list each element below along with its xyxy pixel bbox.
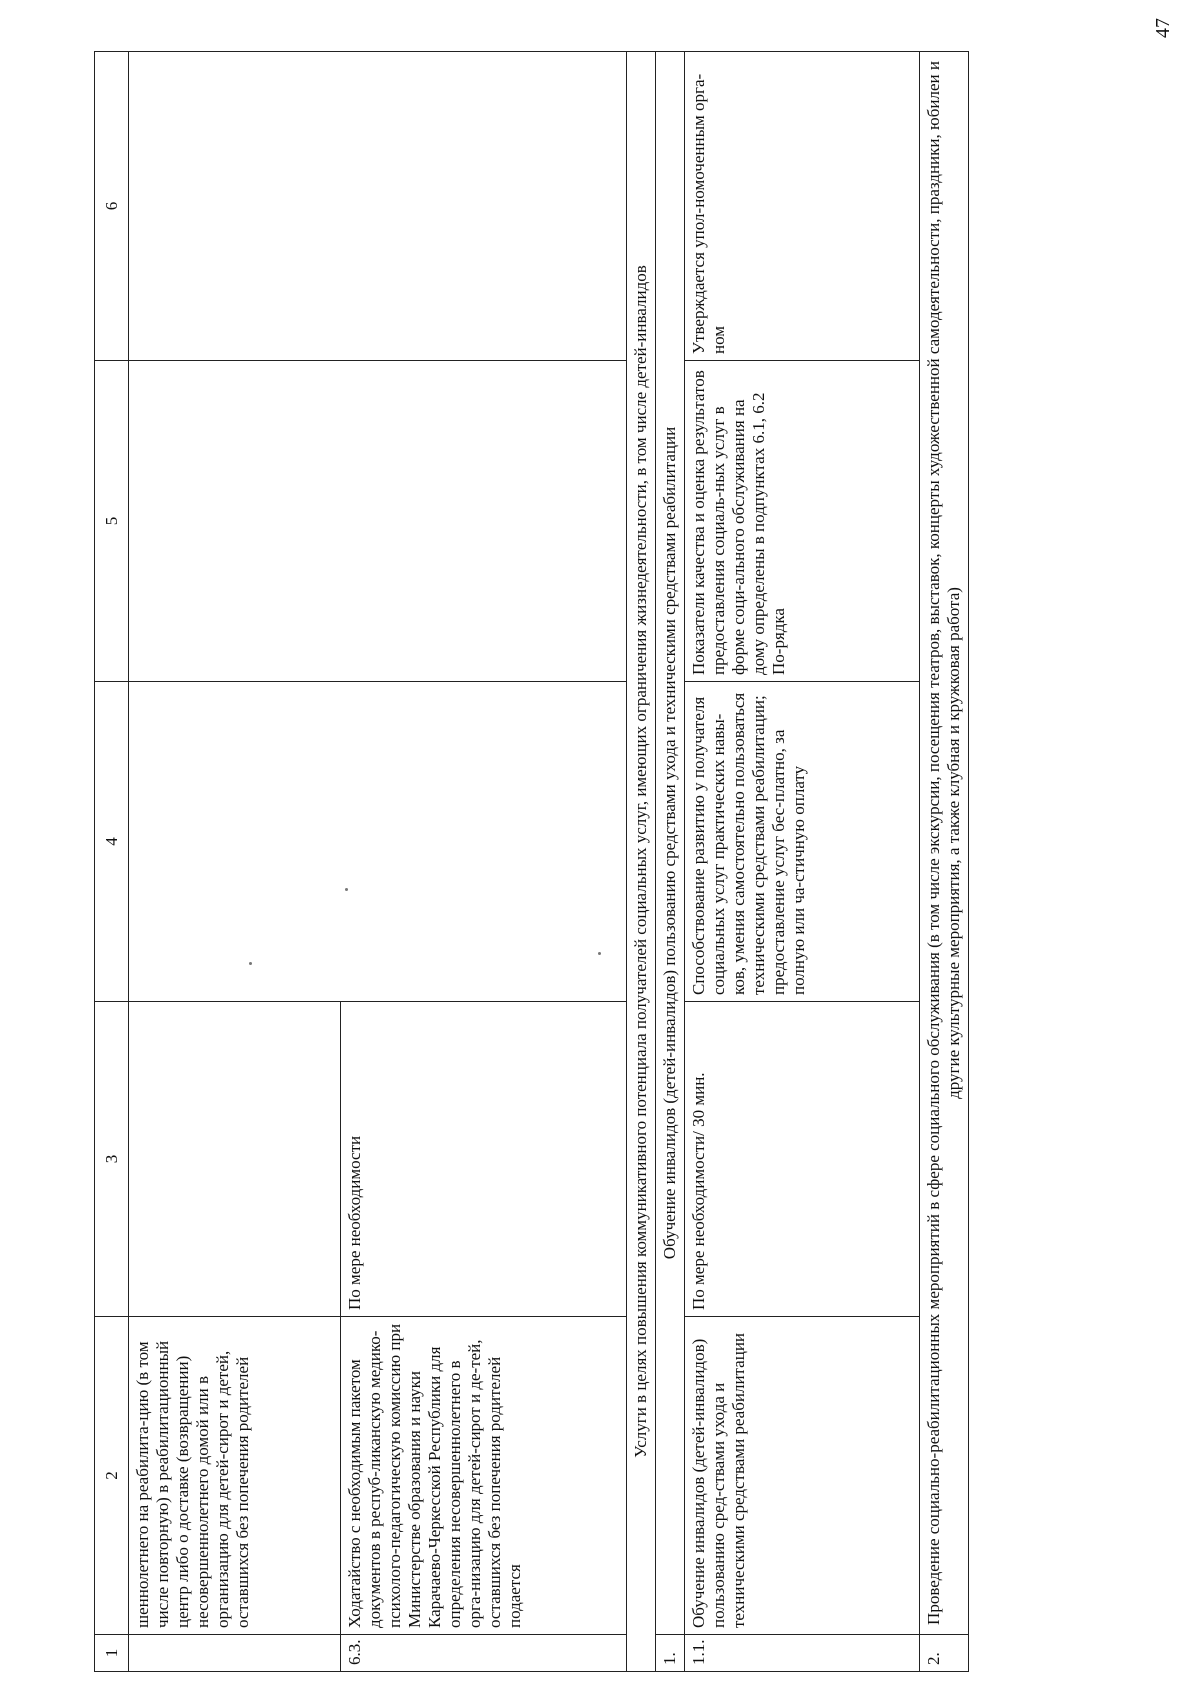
scan-speck	[249, 962, 252, 965]
page-number: 47	[1152, 18, 1174, 38]
cell-timing	[129, 1002, 341, 1317]
column-number-3: 3	[95, 1002, 129, 1317]
cell-quality-empty	[129, 361, 627, 682]
cell-number: 1.	[656, 1635, 685, 1672]
column-number-1: 1	[95, 1635, 129, 1672]
cell-number: 6.3.	[341, 1635, 627, 1672]
column-number-4: 4	[95, 682, 129, 1002]
cell-description: Способствование развитию у получателя социальных услуг практических навы-ков, умения самостоятельно пользоваться техническими средствами реабилитации; предоставление услуг бес-платно, за полную или ча-стичную оплату	[685, 682, 920, 1002]
group-row-1	[656, 52, 685, 1672]
group-title: Проведение социально-реабилитационных мероприятий в сфере социального обслуживания (в том числе экскурсии, посещения театров, выставок, концерты художественной самодеятельности, праздники, юбилеи и другие культурные мероприятия, а также клубная и кружковая работа)	[920, 52, 969, 1635]
cell-number: 2.	[920, 1635, 969, 1672]
column-number-5: 5	[95, 361, 129, 682]
cell-timing: По мере необходимости	[341, 1002, 627, 1317]
rotated-table-sheet	[94, 52, 1200, 1672]
cell-conditions: Утверждается упол-номоченным орга-ном	[685, 52, 920, 361]
cell-description-empty	[129, 682, 627, 1002]
cell-timing: По мере необходимости/ 30 мин.	[685, 1002, 920, 1317]
cell-number	[129, 1635, 341, 1672]
cell-quality: Показатели качества и оценка результатов предоставления социаль-ных услуг в форме соци-ального обслуживания на дому определены в подпунктах 6.1, 6.2 По-рядка	[685, 361, 920, 682]
cell-number: 1.1.	[685, 1635, 920, 1672]
services-table	[94, 51, 969, 1672]
section-header-row	[627, 52, 656, 1672]
section-header: Услуги в целях повышения коммуникативного потенциала получателей социальных услуг, имеющих ограничения жизнедеятельности, в том числе детей-инвалидов	[627, 52, 656, 1672]
group-row-2	[920, 52, 969, 1672]
scan-speck	[345, 888, 348, 891]
cell-service: шеннолетнего на реабилита-цию (в том числе повторную) в реабилитационный центр либо о доставке (возвращении) несовершеннолетнего домой или в организацию для детей-сирот и детей, оставшихся без попечения родителей	[129, 1317, 341, 1635]
column-number-6: 6	[95, 52, 129, 361]
cell-service: Обучение инвалидов (детей-инвалидов) пользованию сред-ствами ухода и техническими средствами реабилитации	[685, 1317, 920, 1635]
column-number-row	[95, 52, 129, 1672]
column-number-2: 2	[95, 1317, 129, 1635]
scan-speck	[598, 952, 601, 955]
cell-conditions-empty	[129, 52, 627, 361]
cell-service: Ходатайство с необходимым пакетом документов в респуб-ликанскую медико-психолого-педагогическую комиссию при Министерстве образования и науки Карачаево-Черкесской Республики для определения несовершеннолетнего в орга-низацию для детей-сирот и де-тей, оставшихся без попечения родителей подается	[341, 1317, 627, 1635]
table-row-continuation	[129, 52, 341, 1672]
group-title: Обучение инвалидов (детей-инвалидов) пользованию средствами ухода и техническими средствами реабилитации	[656, 52, 685, 1635]
table-row-1-1	[685, 52, 920, 1672]
